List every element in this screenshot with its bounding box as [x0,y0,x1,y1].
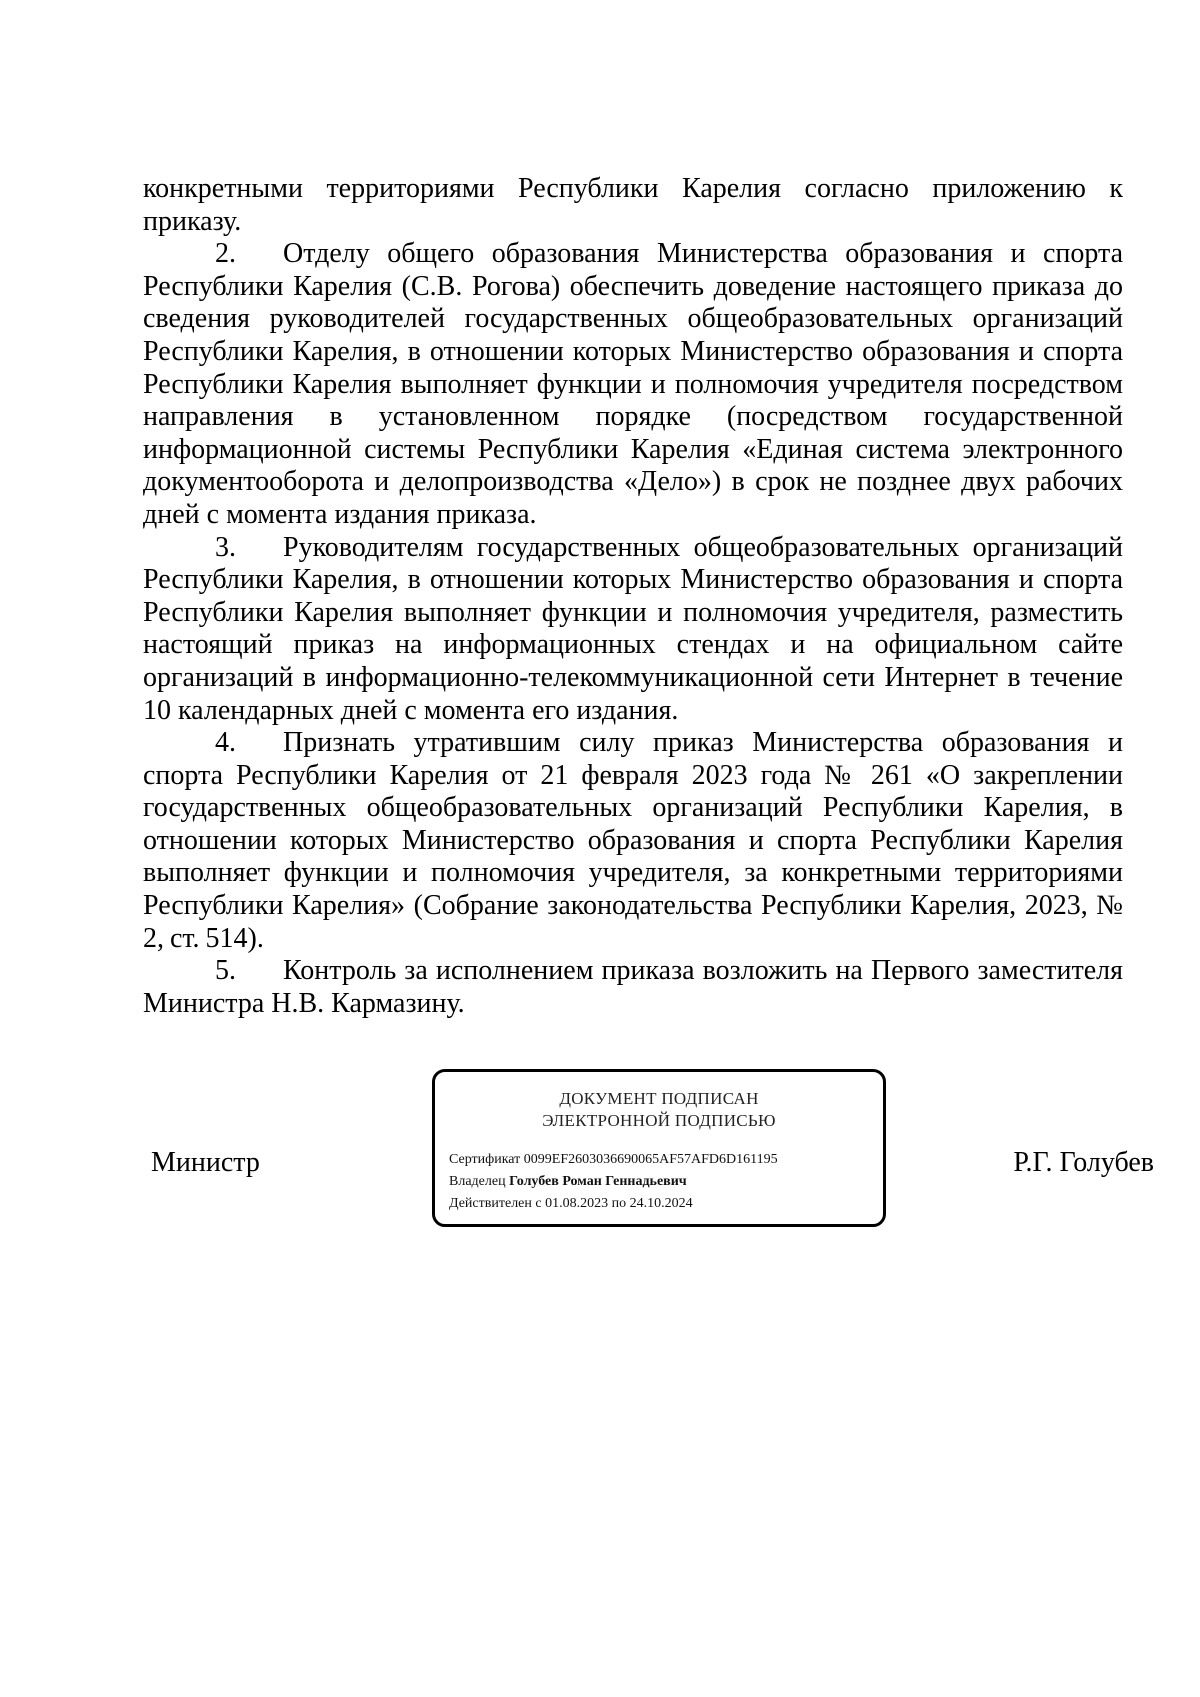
stamp-owner-value: Голубев Роман Геннадьевич [509,1174,687,1189]
paragraph-text: Контроль за исполнением приказа возложить на Первого заместителя Министра Н.В. Кармазину. [143,955,1123,1019]
paragraph-item-2 [143,238,1123,531]
document-body [143,173,1123,1020]
paragraph-item-3 [143,532,1123,728]
paragraph-text: Признать утратившим силу приказ Министерства образования и спорта Республики Карелия от 21 февраля 2023 года № 261 «О закреплении государственных общеобразовательных организаций Республики Карелия, в отношении которых Министерство образования и спорта Республики Карелия выполняет функции и полномочия учредителя, за конкретными территориями Республики Карелия» (Собрание законодательства Республики Карелия, 2023, № 2, ст. 514). [143,727,1123,954]
paragraph-text: конкретными территориями Республики Карелия согласно приложению к приказу. [143,173,1123,237]
paragraph-continuation [143,173,1123,238]
stamp-details [449,1149,778,1215]
signatory-name: Р.Г. Голубев [1013,1147,1154,1178]
paragraph-item-4 [143,727,1123,955]
stamp-certificate-row [449,1149,778,1171]
stamp-title-line-2: ЭЛЕКТРОННОЙ ПОДПИСЬЮ [542,1111,776,1130]
signatory-title: Министр [151,1147,260,1178]
paragraph-number: 2. [215,238,236,270]
stamp-certificate-value: 0099EF2603036690065AF57AFD6D161195 [523,1152,778,1167]
stamp-valid-label: Действителен с [449,1196,542,1211]
electronic-signature-stamp [432,1069,886,1227]
stamp-title-line-1: ДОКУМЕНТ ПОДПИСАН [559,1089,759,1108]
paragraph-number: 5. [215,955,236,987]
stamp-owner-row [449,1171,778,1193]
paragraph-text: Отделу общего образования Министерства образования и спорта Республики Карелия (С.В. Рогова) обеспечить доведение настоящего приказа до сведения руководителей государственных общеобразовательных организаций Республики Карелия, в отношении которых Министерство образования и спорта Республики Карелия выполняет функции и полномочия учредителя посредством направления в установленном порядке (посредством государственной информационной системы Республики Карелия «Единая система электронного документооборота и делопроизводства «Дело») в срок не позднее двух рабочих дней с момента издания приказа. [143,238,1123,530]
stamp-valid-to-label: по [611,1196,627,1211]
paragraph-number: 4. [215,727,236,759]
stamp-valid-to: 24.10.2024 [629,1196,693,1211]
stamp-owner-label: Владелец [449,1174,506,1189]
stamp-valid-from: 01.08.2023 [545,1196,609,1211]
paragraph-number: 3. [215,531,236,563]
stamp-validity-row [449,1193,778,1215]
paragraph-item-5 [143,955,1123,1020]
stamp-title [435,1088,883,1132]
paragraph-text: Руководителям государственных общеобразовательных организаций Республики Карелия, в отношении которых Министерство образования и спорта Республики Карелия выполняет функции и полномочия учредителя, разместить настоящий приказ на информационных стендах и на официальном сайте организаций в информационно-телекоммуникационной сети Интернет в течение 10 календарных дней с момента его издания. [143,531,1123,726]
stamp-certificate-label: Сертификат [449,1152,521,1167]
